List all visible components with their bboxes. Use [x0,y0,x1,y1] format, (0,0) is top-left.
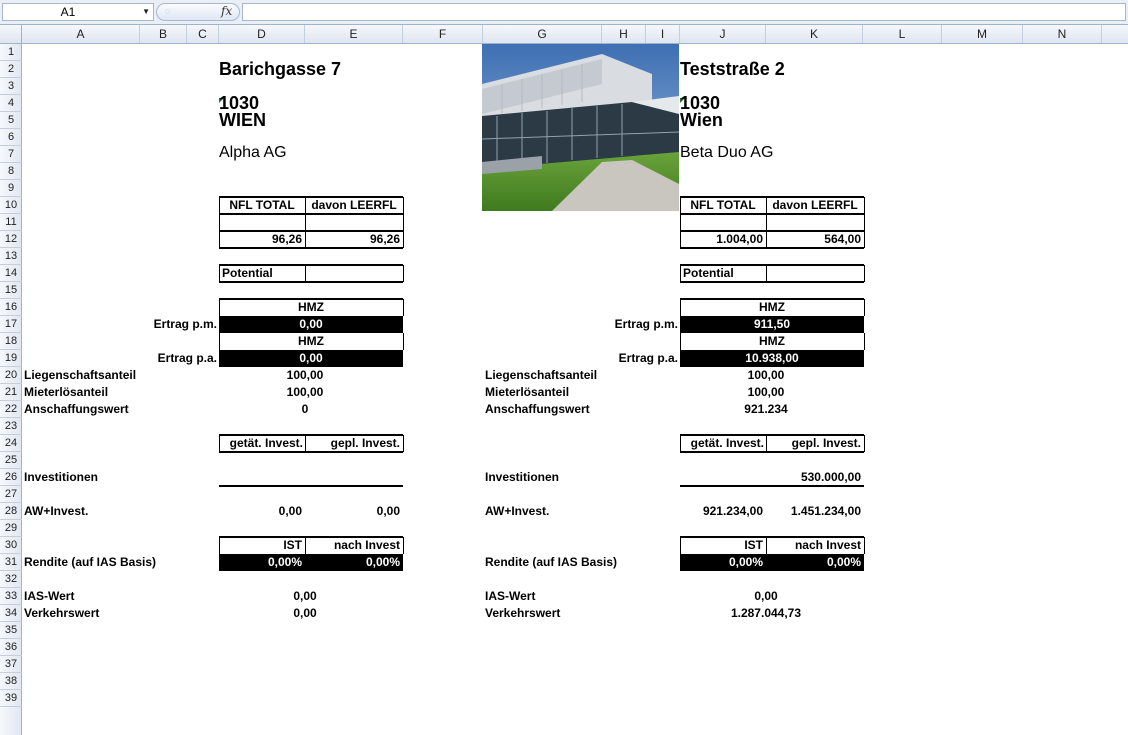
left-rendite-label: Rendite (auf IAS Basis) [24,555,157,569]
right-hmz-right [864,299,865,316]
left-rendite-right [403,537,404,554]
column-header-n[interactable]: N [1023,25,1102,43]
right-ertrag-pm-label: Ertrag p.m. [614,317,678,331]
right-aw-gepl-value: 1.451.234,00 [790,504,861,518]
left-zip: 1030 [219,93,260,113]
left-potential-mid [305,265,306,282]
left-potential-label: Potential [222,266,273,280]
left-invest-right [403,435,404,452]
left-leerfl-value: 96,26 [369,232,400,246]
left-nfl-right-border [403,197,404,248]
left-aw-gepl-value: 0,00 [376,504,400,518]
right-potential-label: Potential [683,266,734,280]
left-verkehr-value: 0,00 [293,606,317,620]
column-header-d[interactable]: D [219,25,305,43]
column-header-h[interactable]: H [602,25,646,43]
formula-input[interactable] [242,3,1126,21]
right-rendite-nach-value: 0,00% [826,555,861,569]
column-header-a[interactable]: A [22,25,140,43]
right-nfl-right-border [864,197,865,248]
left-ertrag-pa-value: 0,00 [299,351,323,365]
row-header-38[interactable]: 38 [0,673,22,690]
row-header-36[interactable]: 36 [0,639,22,656]
right-city: Wien [680,110,723,130]
column-header-e[interactable]: E [305,25,403,43]
row-header-39[interactable]: 39 [0,690,22,707]
right-invest-right [864,435,865,452]
row-header-4[interactable]: 4 [0,95,22,112]
right-anschaffung-label: Anschaffungswert [485,402,590,416]
left-ias-label: IAS-Wert [24,589,75,603]
column-header-b[interactable]: B [140,25,187,43]
row-header-29[interactable]: 29 [0,520,22,537]
left-ias-value: 0,00 [293,589,317,603]
left-nfl-total-value: 96,26 [271,232,302,246]
left-rendite-nach-value: 0,00% [365,555,400,569]
left-aw-label: AW+Invest. [24,504,89,518]
row-header-11[interactable]: 11 [0,214,22,231]
left-nfl-header-border [219,213,403,215]
row-header-8[interactable]: 8 [0,163,22,180]
row-header-19[interactable]: 19 [0,350,22,367]
left-potential-bottom [219,281,403,283]
row-headers [0,44,22,735]
left-invest-header-bottom [219,451,403,453]
column-header-j[interactable]: J [680,25,766,43]
left-ist-header: IST [283,538,302,552]
right-getaet-header: getät. Invest. [690,436,764,450]
right-nfl-total-header: NFL TOTAL [690,198,756,212]
column-header-l[interactable]: L [863,25,942,43]
column-headers [0,25,1128,44]
left-hmz2-right [403,333,404,350]
row-header-33[interactable]: 33 [0,588,22,605]
right-potential-mid [766,265,767,282]
row-header-25[interactable]: 25 [0,452,22,469]
right-liegenschaft-value: 100,00 [747,368,785,382]
left-hmz-label-1: HMZ [298,300,324,314]
right-rendite-label: Rendite (auf IAS Basis) [485,555,618,569]
row-header-17[interactable]: 17 [0,316,22,333]
row-header-16[interactable]: 16 [0,299,22,316]
left-verkehr-label: Verkehrswert [24,606,100,620]
left-hmz-right [403,299,404,316]
row-header-7[interactable]: 7 [0,146,22,163]
left-hmz-label-2: HMZ [298,334,324,348]
right-potential-bottom [680,281,864,283]
row-header-23[interactable]: 23 [0,418,22,435]
row-header-9[interactable]: 9 [0,180,22,197]
row-header-21[interactable]: 21 [0,384,22,401]
right-rendite-right [864,537,865,554]
left-potential-left [219,265,220,282]
right-nfl-total-value: 1.004,00 [716,232,763,246]
left-company: Alpha AG [219,144,287,161]
left-rendite-ist-value: 0,00% [267,555,302,569]
right-liegenschaft-label: Liegenschaftsanteil [485,368,598,382]
left-leerfl-header: davon LEERFL [311,198,397,212]
left-street[interactable]: Barichgasse 7 [219,59,342,79]
right-zip: 1030 [680,93,721,113]
right-nfl-header-border [680,213,864,215]
left-ertrag-pa-label: Ertrag p.a. [157,351,217,365]
row-header-31[interactable]: 31 [0,554,22,571]
left-mieterloes-label: Mieterlösanteil [24,385,109,399]
right-hmz2-right [864,333,865,350]
right-aw-getaet-value: 921.234,00 [702,504,763,518]
column-header-f[interactable]: F [403,25,483,43]
insert-function-icon[interactable]: fx [221,4,233,18]
left-anschaffung-value: 0 [301,402,309,416]
formula-bar [0,0,1128,25]
row-header-35[interactable]: 35 [0,622,22,639]
right-leerfl-value: 564,00 [824,232,861,246]
column-header-k[interactable]: K [766,25,863,43]
right-mieterloes-value: 100,00 [747,385,785,399]
row-header-5[interactable]: 5 [0,112,22,129]
left-gepl-header: gepl. Invest. [330,436,400,450]
left-potential-right [403,265,404,282]
right-mieterloes-label: Mieterlösanteil [485,385,570,399]
left-nach-header: nach Invest [333,538,400,552]
column-header-m[interactable]: M [942,25,1023,43]
right-potential-left [680,265,681,282]
right-verkehr-value: 1.287.044,73 [730,606,802,620]
row-header-32[interactable]: 32 [0,571,22,588]
right-verkehr-label: Verkehrswert [485,606,561,620]
row-header-14[interactable]: 14 [0,265,22,282]
formula-controls [156,3,240,21]
left-aw-getaet-value: 0,00 [278,504,302,518]
right-street[interactable]: Teststraße 2 [680,59,785,79]
right-ertrag-pa-label: Ertrag p.a. [618,351,678,365]
row-header-6[interactable]: 6 [0,129,22,146]
left-ertrag-pm-label: Ertrag p.m. [153,317,217,331]
left-liegenschaft-label: Liegenschaftsanteil [24,368,137,382]
right-nfl-bottom-border [680,247,864,249]
right-investitionen-label: Investitionen [485,470,560,484]
right-anschaffung-value: 921.234 [744,402,788,416]
chevron-down-icon[interactable]: ▼ [142,7,150,16]
row-header-10[interactable]: 10 [0,197,22,214]
row-header-3[interactable]: 3 [0,78,22,95]
right-leerfl-header: davon LEERFL [772,198,858,212]
right-invest-header-bottom [680,451,864,453]
row-header-2[interactable]: 2 [0,61,22,78]
left-investitionen-underline [219,485,403,487]
right-ertrag-pm-value: 911,50 [753,317,791,331]
building-photo [482,44,679,211]
row-header-1[interactable]: 1 [0,44,22,61]
right-investitionen-underline [680,485,864,487]
left-anschaffung-label: Anschaffungswert [24,402,129,416]
row-header-24[interactable]: 24 [0,435,22,452]
right-ias-value: 0,00 [754,589,778,603]
row-header-28[interactable]: 28 [0,503,22,520]
row-header-15[interactable]: 15 [0,282,22,299]
right-gepl-header: gepl. Invest. [791,436,861,450]
sheet-grid[interactable] [22,44,1128,735]
right-nach-header: nach Invest [794,538,861,552]
row-header-27[interactable]: 27 [0,486,22,503]
right-hmz-label-2: HMZ [759,334,785,348]
name-box[interactable] [2,3,154,21]
row-header-20[interactable]: 20 [0,367,22,384]
right-potential-right [864,265,865,282]
left-investitionen-label: Investitionen [24,470,99,484]
right-ias-label: IAS-Wert [485,589,536,603]
select-all-button[interactable] [0,25,22,43]
left-nfl-bottom-border [219,247,403,249]
resize-handle-icon[interactable]: ◌ [165,6,171,16]
column-header-c[interactable]: C [187,25,219,43]
row-header-30[interactable]: 30 [0,537,22,554]
column-header-g[interactable]: G [483,25,602,43]
left-nfl-total-header: NFL TOTAL [229,198,295,212]
row-header-34[interactable]: 34 [0,605,22,622]
row-header-22[interactable]: 22 [0,401,22,418]
name-box-value: A1 [60,5,76,19]
row-header-18[interactable]: 18 [0,333,22,350]
row-header-12[interactable]: 12 [0,231,22,248]
row-header-37[interactable]: 37 [0,656,22,673]
right-company: Beta Duo AG [680,144,774,161]
row-header-26[interactable]: 26 [0,469,22,486]
left-city: WIEN [219,110,266,130]
row-header-13[interactable]: 13 [0,248,22,265]
left-liegenschaft-value: 100,00 [286,368,324,382]
right-ist-header: IST [744,538,763,552]
left-mieterloes-value: 100,00 [286,385,324,399]
column-header-i[interactable]: I [646,25,680,43]
left-ertrag-pm-value: 0,00 [299,317,323,331]
right-inv-gepl-value: 530.000,00 [800,470,861,484]
right-aw-label: AW+Invest. [485,504,550,518]
left-getaet-header: getät. Invest. [229,436,303,450]
right-hmz-label-1: HMZ [759,300,785,314]
right-ertrag-pa-value: 10.938,00 [745,351,799,365]
right-rendite-ist-value: 0,00% [728,555,763,569]
